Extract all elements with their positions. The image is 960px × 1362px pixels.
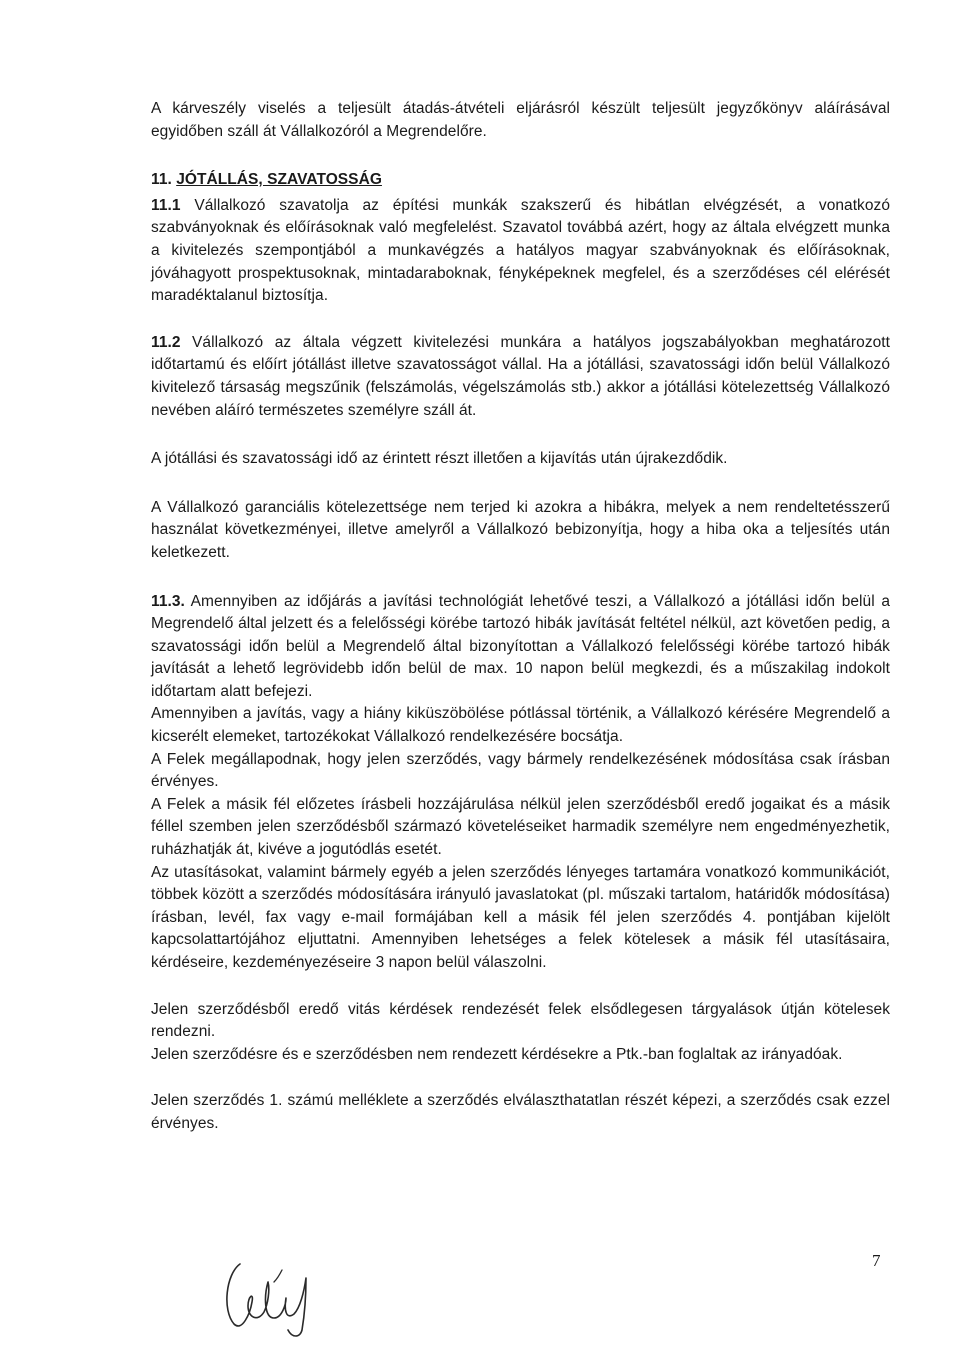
assignment-paragraph: A Felek a másik fél előzetes írásbeli hozzájárulása nélkül jelen szerződésből eredő jogaikat és a másik féllel szemben jelen szerződésből származó követeléseiket harmadik személyre nem engedményezhetik, ruházhatják át, kivéve a jogutódlás esetét.: [151, 795, 890, 859]
repair-paragraph: Amennyiben a javítás, vagy a hiány kiküszöbölése pótlással történik, a Vállalkozó kérésére Megrendelő a kicserélt elemeket, tartozékokat Vállalkozó rendelkezésére bocsátja.: [151, 705, 890, 746]
clause-number: 11.3.: [151, 592, 185, 610]
page-number: 7: [872, 1251, 881, 1270]
document-body: [151, 98, 890, 1136]
restart-paragraph: A jótállási és szavatossági idő az érintett részt illetően a kijavítás után újrakezdődik.: [151, 450, 728, 468]
clause-text: Amennyiben az időjárás a javítási technológiát lehetővé teszi, a Vállalkozó a jótállási időn belül a Megrendelő által jelzett és a felelősségi körébe tartozó hibák javítását feltétel nélkül, azt követően pedig, a szavatossági időn belül a Megrendelő által bizonyítottan a Vállalkozó felelősségi körébe tartozó hibák javítását a lehető legrövidebb időn belül de max. 10 napon belül megkezdi, és a műszakilag indokolt időtartam alatt befejezi.: [151, 592, 890, 700]
intro-paragraph: A kárveszély viselés a teljesült átadás-átvételi eljárásról készült teljesült jegyzőkönyv aláírásával egyidőben száll át Vállalkozóról a Megrendelőre.: [151, 100, 890, 140]
section-number: 11.: [151, 171, 172, 189]
warranty-scope-paragraph: A Vállalkozó garanciális kötelezettsége nem terjed ki azokra a hibákra, melyek a nem rendeltetésszerű használat következményei, illetve amelyről a Vállalkozó bebizonyítja, hogy a hiba oka a teljesítés után keletkezett.: [151, 498, 890, 561]
clause-11-1: [151, 195, 890, 308]
clause-number: 11.1: [151, 196, 181, 214]
section-heading: [151, 169, 890, 192]
clause-number: 11.2: [151, 333, 181, 351]
section-title: JÓTÁLLÁS, SZAVATOSSÁG: [176, 171, 382, 189]
clause-text: Vállalkozó szavatolja az építési munkák szakszerű és hibátlan elvégzését, a vonatkozó szabványoknak és előírásoknak való megfelelést. Szavatol továbbá azért, hogy az általa elvégzett munka a kivitelezés szempontjából a munkavégzés a hatályos magyar szabványoknak és előírásoknak, jóváhagyott prospektusoknak, mintadaraboknak, fényképeknek megfelel, és a szerződéses cél elérését maradéktalanul biztosítja.: [151, 196, 890, 305]
written-form-paragraph: A Felek megállapodnak, hogy jelen szerződés, vagy bármely rendelkezésének módosítása csak írásban érvényes.: [151, 750, 890, 791]
clause-11-2: [151, 332, 890, 422]
signature: [218, 1252, 322, 1338]
annex-paragraph: Jelen szerződés 1. számú melléklete a szerződés elválaszthatatlan részét képezi, a szerződés csak ezzel érvényes.: [151, 1092, 890, 1132]
disputes-paragraph: Jelen szerződésből eredő vitás kérdések rendezését felek elsődlegesen tárgyalások útján kötelesek rendezni.: [151, 1000, 890, 1041]
instructions-paragraph: Az utasításokat, valamint bármely egyéb a jelen szerződés lényeges tartamára vonatkozó kommunikációt, többek között a szerződés módosítására irányuló javaslatokat (pl. műszaki tartalom, határidők módosítása) írásban, levél, fax vagy e-mail formájában kell a másik fél jelen szerződés 4. pontjában kijelölt kapcsolattartójához eljuttatni. Amennyiben lehetséges a felek kötelesek a másik fél utasításaira, kérdéseire, kezdeményezéseire 3 napon belül válaszolni.: [151, 863, 890, 971]
clause-11-3: [151, 591, 890, 704]
clause-text: Vállalkozó az általa végzett kivitelezési munkára a hatályos jogszabályokban meghatározott időtartamú és előírt jótállást illetve szavatosságot vállal. Ha a jótállási, szavatossági időn belül Vállalkozó kivitelező társaság megszűnik (felszámolás, végelszámolás stb.) akkor a jótállási kötelezettség Vállalkozó nevében aláíró természetes személyre száll át.: [151, 333, 890, 419]
ptk-paragraph: Jelen szerződésre és e szerződésben nem rendezett kérdésekre a Ptk.-ban foglaltak az irányadóak.: [151, 1045, 843, 1063]
